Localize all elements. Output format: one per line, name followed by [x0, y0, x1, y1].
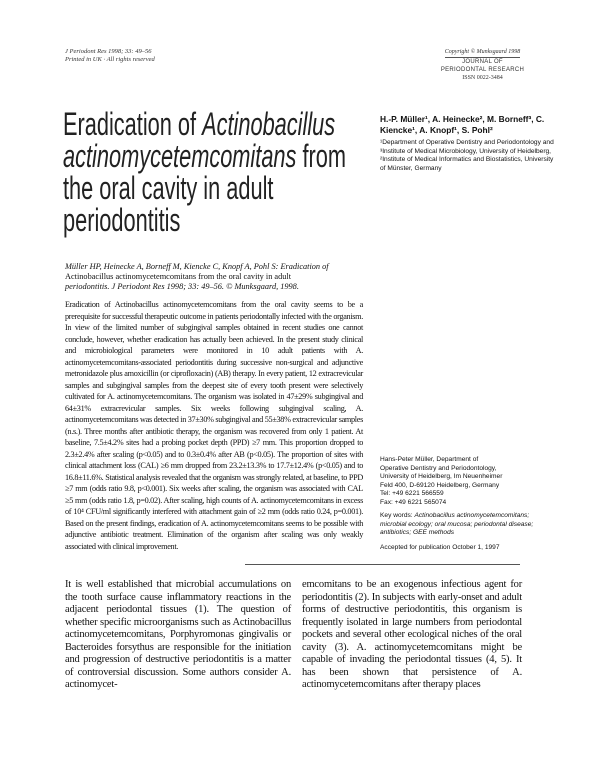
journal-citation-line: J Periodont Res 1998; 33: 49–56 — [65, 48, 152, 55]
correspondence-line: Feld 400, D-69120 Heidelberg, Germany — [380, 481, 500, 489]
title-text-end: from the oral cavity in adult periodontitis — [63, 138, 346, 238]
author-list: H.-P. Müller¹, A. Heinecke², M. Borneff³, C. Kiencke¹, A. Knopf¹, S. Pohl² — [380, 114, 545, 135]
title-species: Actinobacillus actinomycetemcomitans — [63, 106, 336, 174]
telephone: Tel: +49 6221 566559 — [380, 490, 444, 498]
citation — [65, 262, 363, 291]
printed-line: Printed in UK · All rights reserved — [65, 56, 155, 63]
correspondence-address — [380, 456, 555, 507]
body-text — [65, 579, 558, 692]
keywords — [380, 512, 555, 538]
citation-line-3: periodontitis. J Periodont Res 1998; 33: 49–56. © Munksgaard, 1998. — [65, 281, 299, 291]
body-column-left: It is well established that microbial accumulations on the tooth surface cause inflammatory reactions in the adjacent periodontal tissues (1). The question of whether specific microorganisms such as Actinobacillus actinomycetemcomitans, Porphyromonas gingivalis or Bacteroides forsythus are responsible for the initiation and progression of destructive periodontitis is a matter of controversial discussion. Some authors consider A. actinomycet- — [65, 579, 291, 691]
abstract: Eradication of Actinobacillus actinomycetemcomitans from the oral cavity seems to be a prerequisite for successful therapeutic outcome in patients periodontally infected with the organism. In view of the limited number of subgingival samples obtained in recent studies one cannot conclude, however, whether eradication has actually been achieved. In the present study clinical and microbiological parameters were monitored in 10 adult patients with A. actinomycetemcomitans-associated periodontitis during successive non-surgical and adjunctive metronidazole plus amoxicillin (or ciprofloxacin) (AB) therapy. In every patient, 12 extracrevicular samples and subgingival samples from the deepest site of every tooth present were selectively cultivated for A. actinomycetemcomitans. The organism was isolated in 47±29% subgingival and 64±31% extracrevicular samples. Six weeks following subgingival scaling, A. actinomycetemcomitans was detected in 37±30% subgingival and 55±38% extracrevicular samples (n.s.). Three months after antibiotic therapy, the organism was recovered from only 1 patient. At baseline, 7.5±4.2% sites had a probing pocket depth (PPD) ≥7 mm. This proportion dropped to 2.3±2.4% after scaling (p<0.05) and to 0.3±0.4% after AB (p<0.05). The proportion of sites with clinical attachment loss (CAL) ≥6 mm dropped from 23.2±13.3% to 17.7±12.4% (p<0.05) and to 16.8±11.6%. Statistical analysis revealed that the organism was strongly related, at baseline, to PPD ≥7 mm (odds ratio 9.8, p<0.001). Six weeks after scaling, the organism was associated with CAL ≥5 mm (odds ratio 1.8, p=0.02). After scaling, high counts of A. actinomycetemcomitans in excess of 10⁴ CFU/ml significantly interfered with attachment gain of ≥2 mm (odds ratio 0.24, p=0.001). Based on the present findings, eradication of A. actinomycetemcomitans seems to be possible with adjunctive antibiotic treatment. Elimination of the organism after scaling was only weakly associated with clinical improvement. — [65, 300, 363, 551]
issn: ISSN 0022-3484 — [462, 75, 503, 81]
correspondence-line: Operative Dentistry and Periodontology, — [380, 464, 497, 472]
body-column-right: emcomitans to be an exogenous infectious agent for periodontitis (2). In subjects with early-onset and adult forms of destructive periodontitis, this organism is frequently isolated in large numbers from periodontal pockets and several other ecological niches of the oral cavity (3). A. actinomycetemcomitans might be capable of invading the periodontal tissues (4, 5). It has been shown that persistence of A. actinomycetemcomitans after therapy places — [302, 579, 522, 691]
front-matter-right — [380, 108, 555, 552]
article-content — [63, 108, 558, 692]
keywords-label: Key words: — [380, 512, 415, 520]
copyright-line: Copyright © Munksgaard 1998 — [445, 48, 521, 58]
front-matter — [63, 108, 558, 552]
article-info — [380, 436, 555, 552]
journal-masthead — [425, 48, 540, 82]
citation-line-2: Actinobacillus actinomycetemcomitans from the oral cavity in adult — [65, 271, 292, 281]
affiliations: ¹Department of Operative Dentistry and Periodontology and ³Institute of Medical Microbiology, University of Heidelberg, ²Institute of Medical Informatics and Biostatistics, University of Münster, Germany — [380, 139, 554, 172]
section-divider — [245, 564, 520, 565]
citation-authors: Müller HP, Heinecke A, Borneff M, Kiencke C, Knopf A, Pohl S: Eradication of — [65, 262, 329, 271]
fax: Fax: +49 6221 565074 — [380, 498, 447, 506]
title-block — [63, 108, 363, 236]
article-title — [63, 108, 362, 236]
correspondence-name: Hans-Peter Müller, Department of — [380, 456, 479, 464]
title-text: Eradication of — [63, 106, 203, 142]
journal-name-line-1: JOURNAL OF — [462, 59, 503, 65]
journal-reference — [65, 48, 155, 64]
front-matter-left — [63, 108, 363, 552]
keywords-list: Actinobacillus actinomycetemcomitans; microbial ecology; oral mucosa; periodontal disease; antibiotics; GEE methods — [380, 512, 534, 537]
accepted-date: Accepted for publication October 1, 1997 — [380, 543, 500, 551]
journal-name-line-2: PERIODONTAL RESEARCH — [440, 67, 525, 73]
correspondence-line: University of Heidelberg, Im Neuenheimer — [380, 473, 503, 481]
